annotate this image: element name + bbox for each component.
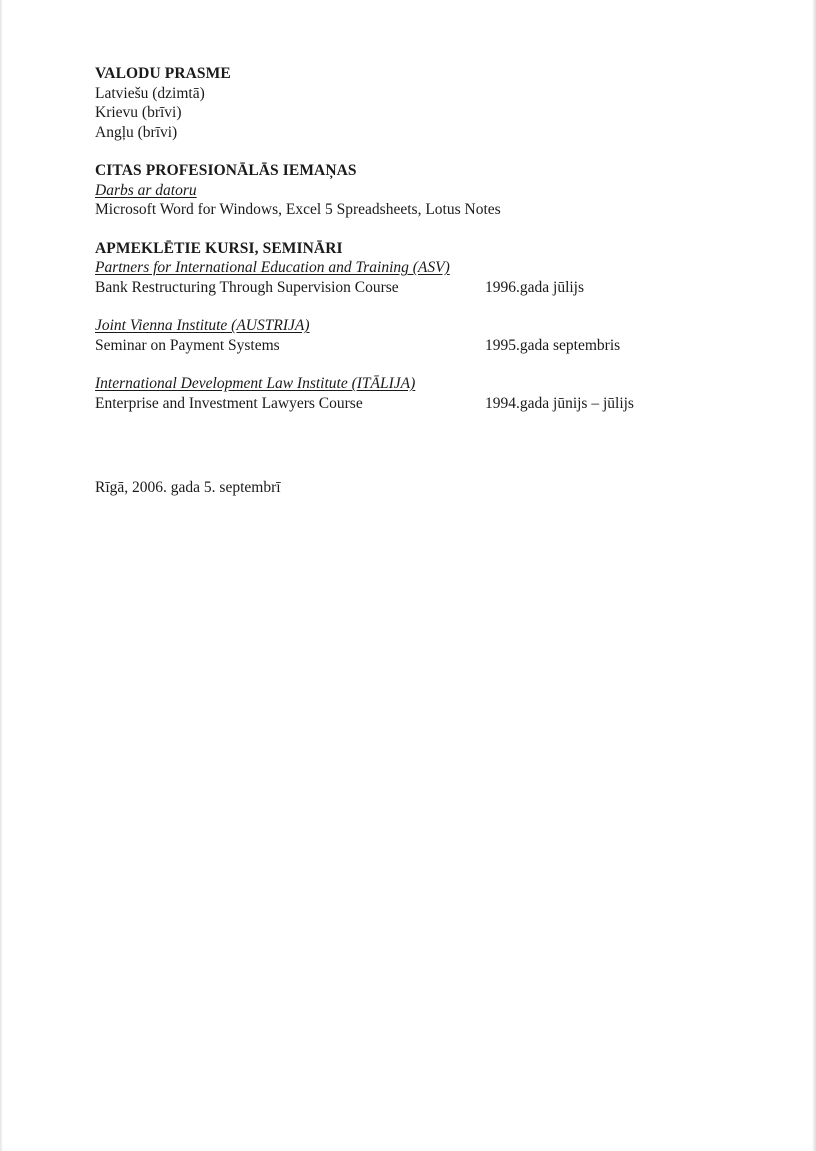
page-edge-shadow	[0, 0, 3, 1151]
skills-heading: CITAS PROFESIONĀLĀS IEMAŅAS	[95, 162, 357, 179]
course-name: Enterprise and Investment Lawyers Course	[95, 394, 363, 412]
language-item: Latviešu (dzimtā)	[95, 84, 205, 102]
language-item: Angļu (brīvi)	[95, 123, 178, 141]
place-and-date: Rīgā, 2006. gada 5. septembrī	[95, 479, 281, 496]
course-row	[95, 278, 715, 298]
skills-section	[95, 161, 715, 220]
course-name: Seminar on Payment Systems	[95, 336, 280, 354]
page-edge-shadow	[812, 0, 816, 1151]
courses-section	[95, 239, 715, 414]
course-row	[95, 394, 715, 414]
course-row	[95, 336, 715, 356]
course-date: 1994.gada jūnijs – jūlijs	[485, 394, 634, 412]
course-date: 1996.gada jūlijs	[485, 278, 585, 296]
courses-heading: APMEKLĒTIE KURSI, SEMINĀRI	[95, 239, 343, 257]
course-entry	[95, 374, 715, 413]
course-entry	[95, 258, 715, 297]
course-date: 1995.gada septembris	[485, 336, 621, 354]
course-institution: Partners for International Education and Training (ASV)	[95, 259, 450, 276]
language-item: Krievu (brīvi)	[95, 104, 182, 121]
document-body	[95, 64, 715, 432]
course-institution: Joint Vienna Institute (AUSTRIJA)	[95, 317, 310, 334]
languages-heading: VALODU PRASME	[95, 65, 231, 82]
course-institution: International Development Law Institute (ITĀLIJA)	[95, 375, 416, 392]
course-entry	[95, 316, 715, 355]
languages-section	[95, 64, 715, 142]
course-name: Bank Restructuring Through Supervision Course	[95, 278, 399, 296]
skills-text: Microsoft Word for Windows, Excel 5 Spreadsheets, Lotus Notes	[95, 201, 501, 218]
skills-subheading: Darbs ar datoru	[95, 181, 197, 199]
